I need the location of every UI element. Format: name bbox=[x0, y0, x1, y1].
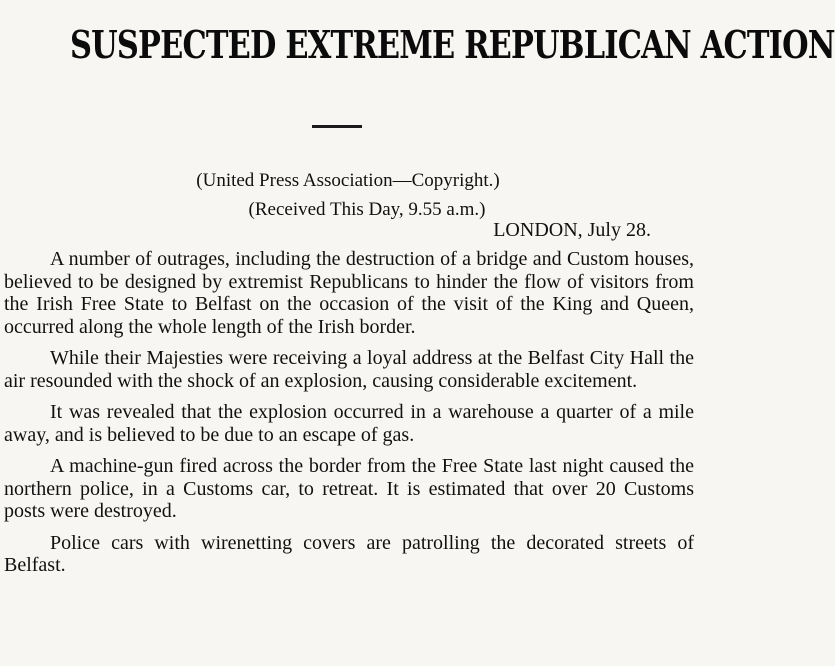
press-credit: (United Press Association—Copyright.) bbox=[196, 170, 500, 191]
paragraph: While their Majesties were receiving a loyal address at the Belfast City Hall the air resounded with the shock of an explosion, causing considerable excitement. bbox=[4, 347, 694, 392]
article-body bbox=[4, 248, 694, 586]
received-time: (Received This Day, 9.55 a.m.) bbox=[248, 199, 486, 220]
paragraph: It was revealed that the explosion occurred in a warehouse a quarter of a mile away, and is believed to be due to an escape of gas. bbox=[4, 401, 694, 446]
paragraph: A number of outrages, including the destruction of a bridge and Custom houses, believed to be designed by extremist Republicans to hinder the flow of visitors from the Irish Free State to Belfast on the occasion of the visit of the King and Queen, occurred along the whole length of the Irish border. bbox=[4, 248, 694, 338]
paragraph: Police cars with wirenetting covers are patrolling the decorated streets of Belfast. bbox=[4, 531, 694, 576]
headline-divider bbox=[312, 125, 362, 128]
paragraph: A machine-gun fired across the border from the Free State last night caused the northern police, in a Customs car, to retreat. It is estimated that over 20 Customs posts were destroyed. bbox=[4, 455, 694, 522]
headline: SUSPECTED EXTREME REPUBLICAN ACTION bbox=[70, 22, 835, 67]
dateline: LONDON, July 28. bbox=[493, 219, 651, 241]
